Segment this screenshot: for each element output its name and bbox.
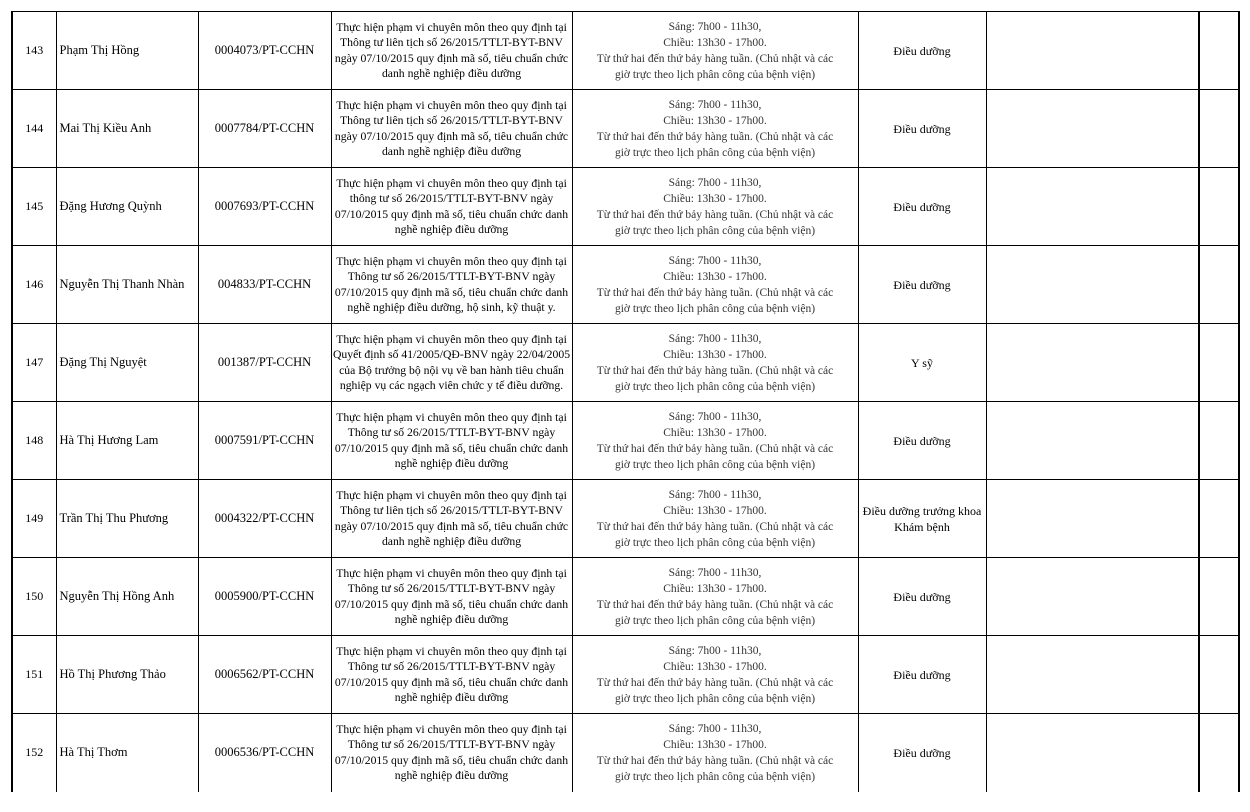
empty-cell [1199,246,1239,324]
empty-cell [1199,558,1239,636]
empty-cell [986,168,1199,246]
row-number: 146 [12,246,56,324]
position: Điều dưỡng [858,714,986,792]
working-hours-line: giờ trực theo lịch phân công của bệnh viện) [614,224,816,237]
working-hours-line: Từ thứ hai đến thứ bảy hàng tuần. (Chủ nhật và các [596,286,834,299]
empty-cell [986,636,1199,714]
staff-name: Nguyễn Thị Thanh Nhàn [56,246,198,324]
certificate-number: 0007784/PT-CCHN [198,90,331,168]
professional-scope: Thực hiện phạm vi chuyên môn theo quy định tại Thông tư số 26/2015/TTLT-BYT-BNV ngày 07/10/2015 quy định mã số, tiêu chuẩn chức danh nghề nghiệp điều dưỡng, hộ sinh, kỹ thuật y. [331,246,572,324]
working-hours [572,168,858,246]
professional-scope: Thực hiện phạm vi chuyên môn theo quy định tại Thông tư số 26/2015/TTLT-BYT-BNV ngày 07/10/2015 quy định mã số, tiêu chuẩn chức danh nghề nghiệp điều dưỡng [331,558,572,636]
professional-scope: Thực hiện phạm vi chuyên môn theo quy định tại Thông tư liên tịch số 26/2015/TTLT-BYT-BNV ngày 07/10/2015 quy định mã số, tiêu chuẩn chức danh nghề nghiệp điều dưỡng [331,12,572,90]
table-row [12,324,1239,402]
working-hours-line: Sáng: 7h00 - 11h30, [668,644,762,657]
professional-scope: Thực hiện phạm vi chuyên môn theo quy định tại Thông tư số 26/2015/TTLT-BYT-BNV ngày 07/10/2015 quy định mã số, tiêu chuẩn chức danh nghề nghiệp điều dưỡng [331,402,572,480]
position: Điều dưỡng [858,12,986,90]
position: Điều dưỡng [858,90,986,168]
empty-cell [1199,402,1239,480]
working-hours-line: Từ thứ hai đến thứ bảy hàng tuần. (Chủ nhật và các [596,676,834,689]
certificate-number: 0006536/PT-CCHN [198,714,331,792]
working-hours-line: Sáng: 7h00 - 11h30, [668,566,762,579]
staff-name: Hà Thị Hương Lam [56,402,198,480]
certificate-number: 0004073/PT-CCHN [198,12,331,90]
professional-scope: Thực hiện phạm vi chuyên môn theo quy định tại Thông tư liên tịch số 26/2015/TTLT-BYT-BNV ngày 07/10/2015 quy định mã số, tiêu chuẩn chức danh nghề nghiệp điều dưỡng [331,480,572,558]
certificate-number: 0007693/PT-CCHN [198,168,331,246]
row-number: 143 [12,12,56,90]
empty-cell [1199,480,1239,558]
working-hours [572,714,858,792]
empty-cell [986,402,1199,480]
professional-scope: Thực hiện phạm vi chuyên môn theo quy định tại Thông tư liên tịch số 26/2015/TTLT-BYT-BNV ngày 07/10/2015 quy định mã số, tiêu chuẩn chức danh nghề nghiệp điều dưỡng [331,90,572,168]
working-hours [572,90,858,168]
position: Điều dưỡng [858,558,986,636]
position: Điều dưỡng [858,636,986,714]
staff-name: Đặng Hương Quỳnh [56,168,198,246]
working-hours-line: giờ trực theo lịch phân công của bệnh viện) [614,302,816,315]
working-hours-line: Sáng: 7h00 - 11h30, [668,410,762,423]
working-hours-line: giờ trực theo lịch phân công của bệnh viện) [614,536,816,549]
staff-name: Trần Thị Thu Phương [56,480,198,558]
certificate-number: 001387/PT-CCHN [198,324,331,402]
position: Điều dưỡng [858,246,986,324]
working-hours-line: Chiều: 13h30 - 17h00. [663,426,767,439]
table-row [12,90,1239,168]
staff-name: Phạm Thị Hồng [56,12,198,90]
row-number: 151 [12,636,56,714]
empty-cell [986,324,1199,402]
working-hours-line: Chiều: 13h30 - 17h00. [663,192,767,205]
table-row [12,714,1239,792]
staff-table [11,11,1240,792]
position: Điều dưỡng [858,402,986,480]
row-number: 147 [12,324,56,402]
table-row [12,402,1239,480]
staff-name: Đặng Thị Nguyệt [56,324,198,402]
working-hours-line: Chiều: 13h30 - 17h00. [663,660,767,673]
working-hours-line: Sáng: 7h00 - 11h30, [668,332,762,345]
working-hours [572,636,858,714]
working-hours-line: giờ trực theo lịch phân công của bệnh viện) [614,146,816,159]
working-hours-line: Sáng: 7h00 - 11h30, [668,98,762,111]
row-number: 144 [12,90,56,168]
working-hours-line: giờ trực theo lịch phân công của bệnh viện) [614,770,816,783]
working-hours-line: Chiều: 13h30 - 17h00. [663,36,767,49]
working-hours-line: giờ trực theo lịch phân công của bệnh viện) [614,458,816,471]
working-hours-line: Sáng: 7h00 - 11h30, [668,254,762,267]
table-row [12,168,1239,246]
row-number: 145 [12,168,56,246]
working-hours-line: Từ thứ hai đến thứ bảy hàng tuần. (Chủ nhật và các [596,130,834,143]
row-number: 150 [12,558,56,636]
certificate-number: 0005900/PT-CCHN [198,558,331,636]
position: Y sỹ [858,324,986,402]
empty-cell [986,12,1199,90]
staff-name: Hồ Thị Phương Thảo [56,636,198,714]
empty-cell [1199,12,1239,90]
empty-cell [986,90,1199,168]
empty-cell [1199,714,1239,792]
row-number: 148 [12,402,56,480]
working-hours-line: giờ trực theo lịch phân công của bệnh viện) [614,68,816,81]
empty-cell [986,246,1199,324]
empty-cell [1199,90,1239,168]
working-hours [572,324,858,402]
working-hours-line: Sáng: 7h00 - 11h30, [668,722,762,735]
empty-cell [986,480,1199,558]
table-row [12,558,1239,636]
position: Điều dưỡng [858,168,986,246]
table-body [12,12,1239,792]
working-hours-line: Từ thứ hai đến thứ bảy hàng tuần. (Chủ nhật và các [596,520,834,533]
working-hours-line: giờ trực theo lịch phân công của bệnh viện) [614,380,816,393]
certificate-number: 0004322/PT-CCHN [198,480,331,558]
working-hours-line: Chiều: 13h30 - 17h00. [663,270,767,283]
empty-cell [986,558,1199,636]
working-hours [572,480,858,558]
certificate-number: 0007591/PT-CCHN [198,402,331,480]
working-hours [572,558,858,636]
working-hours-line: Chiều: 13h30 - 17h00. [663,738,767,751]
working-hours-line: Từ thứ hai đến thứ bảy hàng tuần. (Chủ nhật và các [596,442,834,455]
staff-name: Hà Thị Thơm [56,714,198,792]
working-hours-line: Sáng: 7h00 - 11h30, [668,488,762,501]
professional-scope: Thực hiện phạm vi chuyên môn theo quy định tại Thông tư số 26/2015/TTLT-BYT-BNV ngày 07/10/2015 quy định mã số, tiêu chuẩn chức danh nghề nghiệp điều dưỡng [331,636,572,714]
working-hours-line: Từ thứ hai đến thứ bảy hàng tuần. (Chủ nhật và các [596,52,834,65]
row-number: 152 [12,714,56,792]
empty-cell [1199,636,1239,714]
working-hours [572,12,858,90]
certificate-number: 0006562/PT-CCHN [198,636,331,714]
empty-cell [986,714,1199,792]
working-hours-line: giờ trực theo lịch phân công của bệnh viện) [614,614,816,627]
professional-scope: Thực hiện phạm vi chuyên môn theo quy định tại Quyết định số 41/2005/QĐ-BNV ngày 22/04/2005 của Bộ trưởng bộ nội vụ về ban hành tiêu chuẩn nghiệp vụ các ngạch viên chức y tế điều dưỡng. [331,324,572,402]
working-hours-line: giờ trực theo lịch phân công của bệnh viện) [614,692,816,705]
working-hours-line: Sáng: 7h00 - 11h30, [668,20,762,33]
working-hours-line: Sáng: 7h00 - 11h30, [668,176,762,189]
table-row [12,246,1239,324]
professional-scope: Thực hiện phạm vi chuyên môn theo quy định tại Thông tư số 26/2015/TTLT-BYT-BNV ngày 07/10/2015 quy định mã số, tiêu chuẩn chức danh nghề nghiệp điều dưỡng [331,714,572,792]
position: Điều dưỡng trưởng khoa Khám bệnh [858,480,986,558]
working-hours-line: Chiều: 13h30 - 17h00. [663,504,767,517]
working-hours-line: Chiều: 13h30 - 17h00. [663,348,767,361]
working-hours-line: Từ thứ hai đến thứ bảy hàng tuần. (Chủ nhật và các [596,364,834,377]
working-hours [572,402,858,480]
working-hours-line: Từ thứ hai đến thứ bảy hàng tuần. (Chủ nhật và các [596,598,834,611]
working-hours-line: Chiều: 13h30 - 17h00. [663,582,767,595]
certificate-number: 004833/PT-CCHN [198,246,331,324]
table-row [12,480,1239,558]
working-hours-line: Từ thứ hai đến thứ bảy hàng tuần. (Chủ nhật và các [596,208,834,221]
table-row [12,12,1239,90]
staff-name: Nguyễn Thị Hồng Anh [56,558,198,636]
row-number: 149 [12,480,56,558]
working-hours-line: Chiều: 13h30 - 17h00. [663,114,767,127]
empty-cell [1199,168,1239,246]
table-row [12,636,1239,714]
empty-cell [1199,324,1239,402]
staff-name: Mai Thị Kiều Anh [56,90,198,168]
working-hours [572,246,858,324]
working-hours-line: Từ thứ hai đến thứ bảy hàng tuần. (Chủ nhật và các [596,754,834,767]
professional-scope: Thực hiện phạm vi chuyên môn theo quy định tại thông tư số 26/2015/TTLT-BYT-BNV ngày 07/10/2015 quy định mã số, tiêu chuẩn chức danh nghề nghiệp điều dưỡng [331,168,572,246]
